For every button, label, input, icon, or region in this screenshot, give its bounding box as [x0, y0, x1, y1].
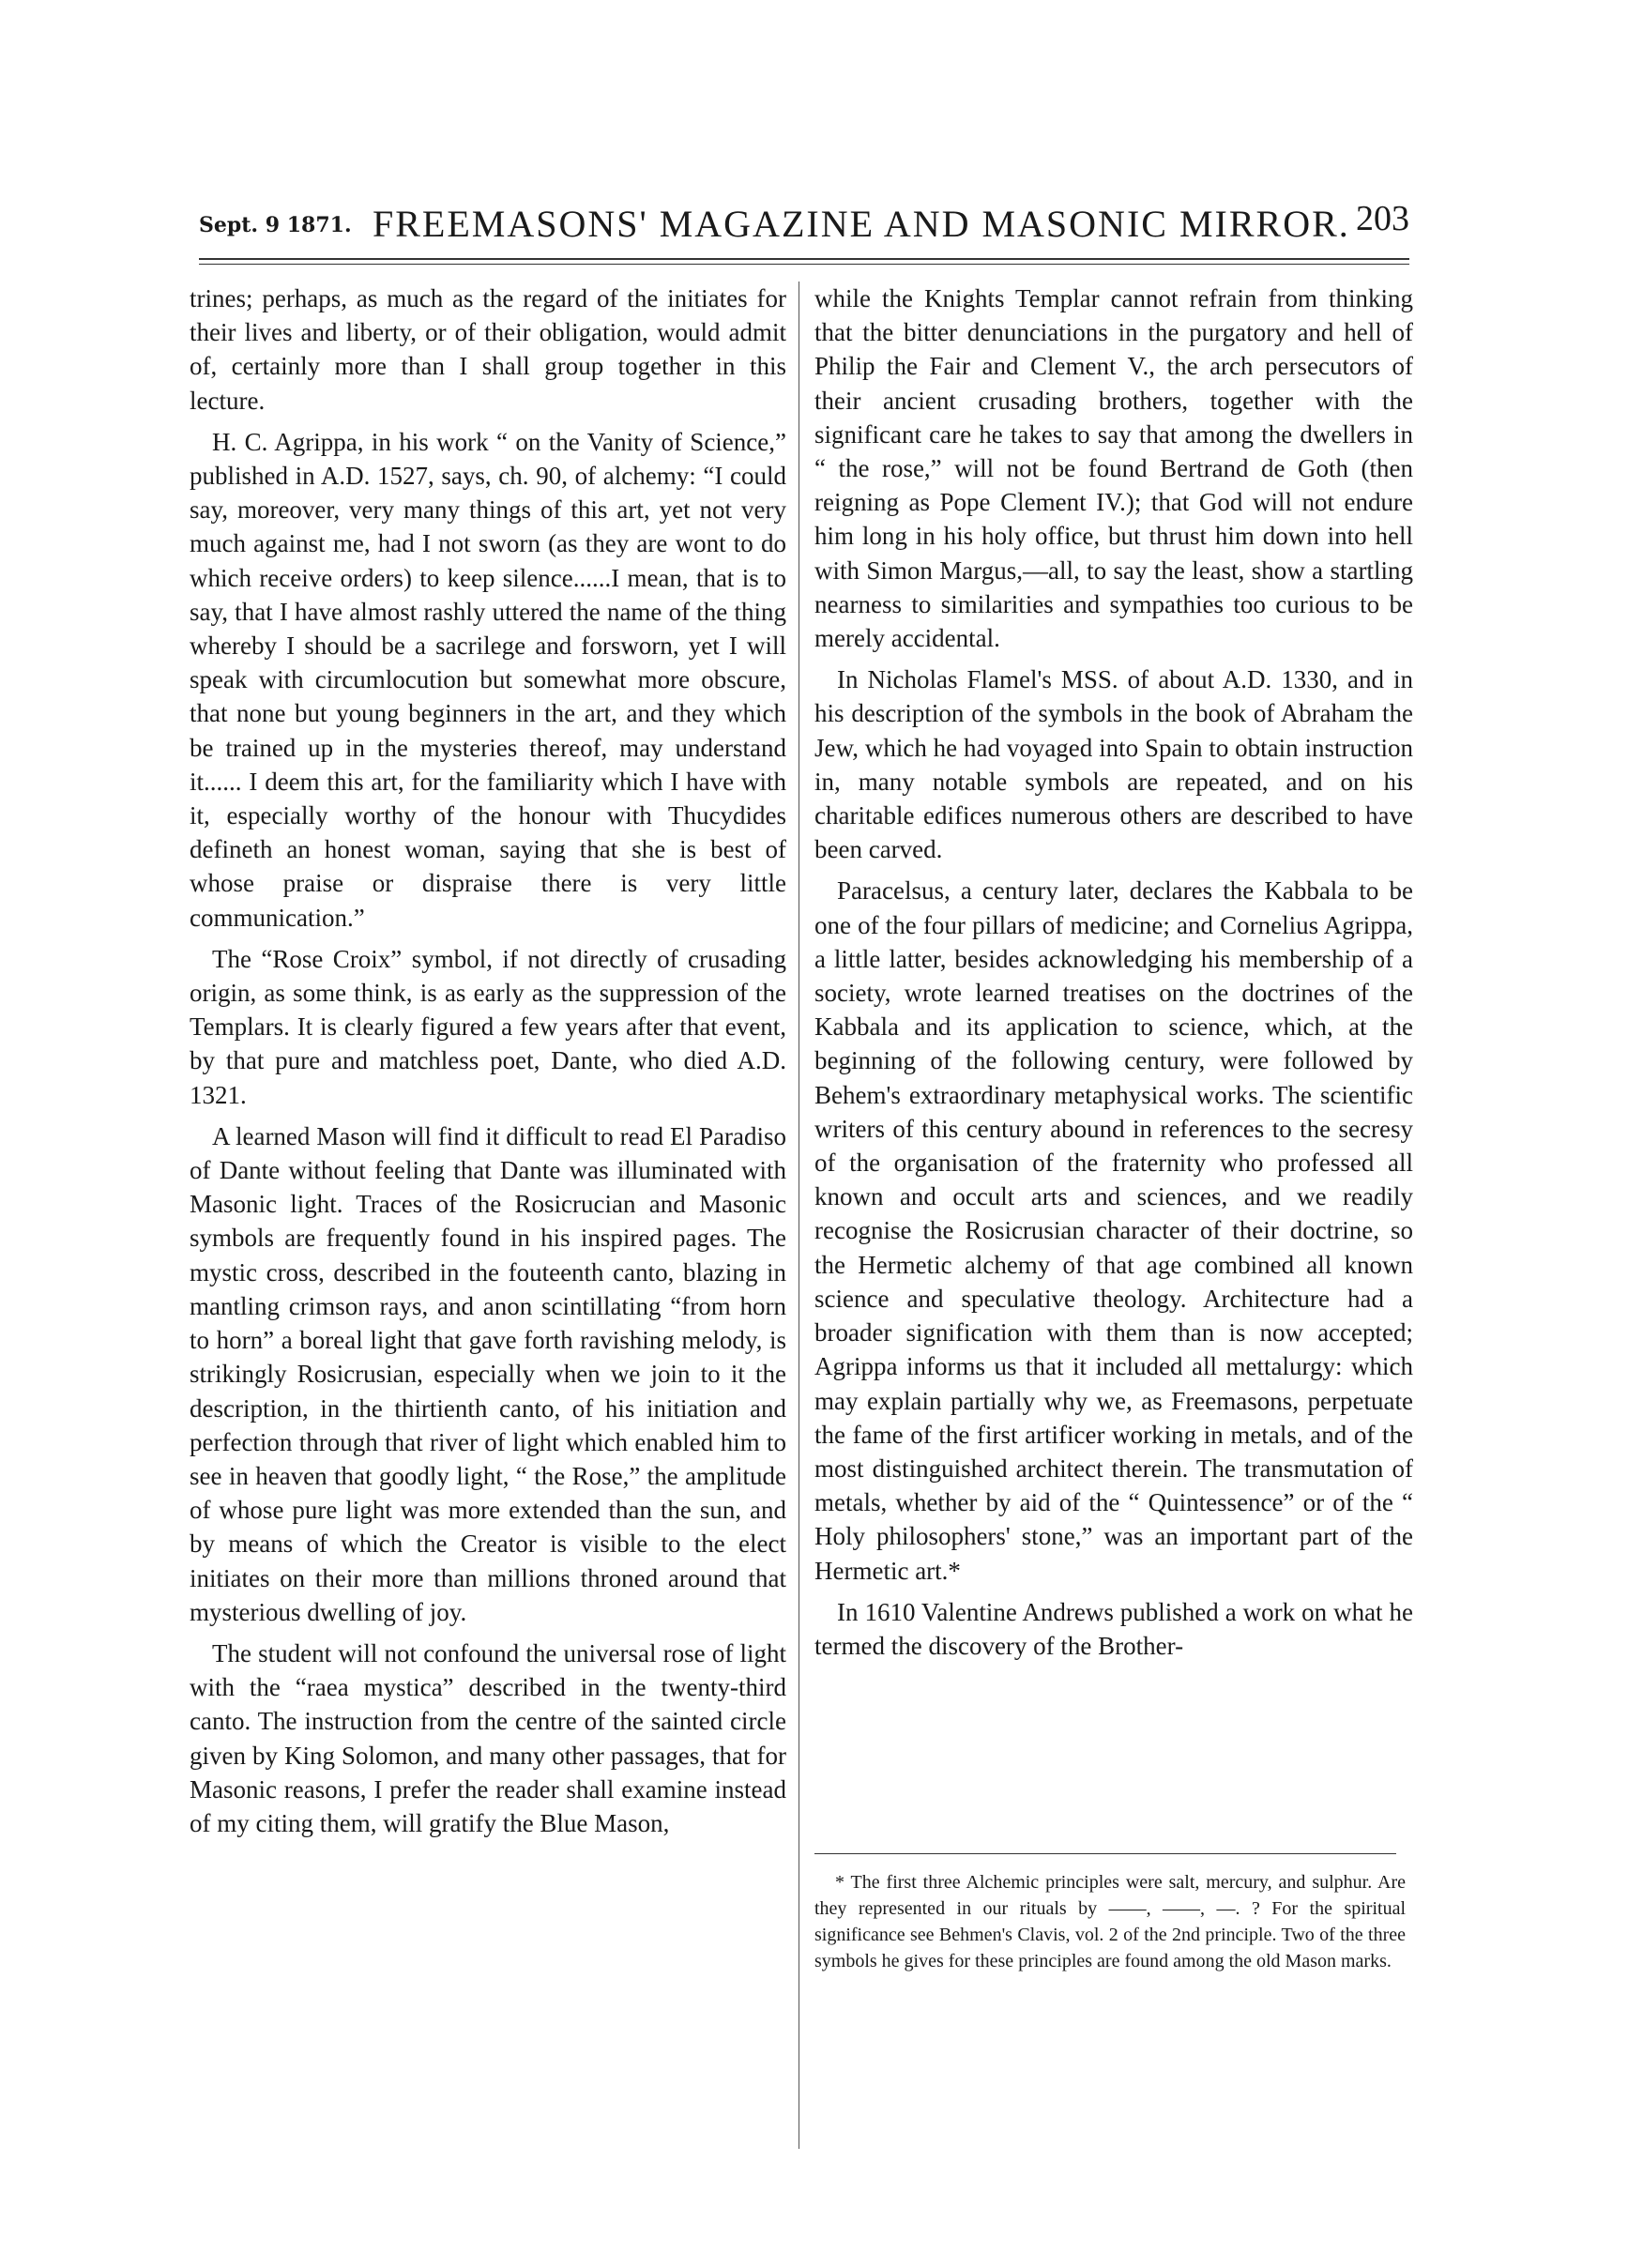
right-paragraph-4: In 1610 Valentine Andrews published a work on what he termed the discovery of the Brother- — [814, 1597, 1413, 1660]
right-paragraph-1: while the Knights Templar cannot refrain from thinking that the bitter denunciations in the purgatory and hell of Philip the Fair and Clement V., the arch persecutors of their ancient crusading brothers, together with the significant care he takes to say that among the dwellers in “ the rose,” will not be found Bertrand de Goth (then reigning as Pope Clement IV.); that God will not endure him long in his holy office, but thrust him down into hell with Simon Margus,—all, to say the least, show a startling nearness to similarities and sympathies too curious to be merely accidental. — [814, 284, 1413, 653]
footnote — [814, 1869, 1406, 1974]
page-header — [199, 192, 1409, 249]
right-column — [814, 282, 1413, 1663]
left-paragraph-1: trines; perhaps, as much as the regard of the initiates for their lives and liberty, or of their obligation, would admit of, certainly more than I shall group together in this lecture. — [190, 284, 786, 415]
left-paragraph-4: A learned Mason will find it difficult to read El Paradiso of Dante without feeling that Dante was illuminated with Masonic light. Traces of the Rosicrucian and Masonic symbols are frequently found in his inspired pages. The mystic cross, described in the fouteenth canto, blazing in mantling crimson rays, and anon scintillating “from horn to horn” a boreal light that gave forth ravishing melody, is strikingly Rosicrusian, especially when we join to it the description, in the thirtienth canto, of his initiation and perfection through that river of light which enabled him to see in heaven that goodly light, “ the Rose,” the amplitude of whose pure light was more extended than the sun, and by means of which the Creator is visible to the elect initiates on their more than millions throned around that mysterious dwelling of joy. — [190, 1121, 786, 1626]
header-rule-top — [199, 258, 1409, 260]
page-number: 203 — [1356, 199, 1409, 238]
footnote-text: * The first three Alchemic principles were salt, mercury, and sulphur. Are they represented in our rituals by ——, ——, —. ? For the spiritual significance see Behmen's Clavis, vol. 2 of the 2nd principle. Two of the three symbols he gives for these principles are found among the old Mason marks. — [814, 1872, 1406, 1971]
left-column — [190, 282, 786, 1840]
right-paragraph-3: Paracelsus, a century later, declares the Kabbala to be one of the four pillars of medicine; and Cornelius Agrippa, a little latter, besides acknowledging his membership of a society, wrote learned treatises on the doctrines of the Kabbala and its application to science, which, at the beginning of the following century, were followed by Behem's extraordinary metaphysical works. The scientific writers of this century abound in references to the secresy of the organisation of the fraternity who professed all known and occult arts and sciences, and we readily recognise the Rosicrusian character of their doctrine, so the Hermetic alchemy of that age combined all known science and speculative theology. Architecture had a broader signification with them than is now accepted; Agrippa informs us that it included all mettalurgy: which may explain partially why we, as Freemasons, perpetuate the fame of the first artificer working in metals, and of the most distinguished architect therein. The transmutation of metals, whether by aid of the “ Quintessence” or of the “ Holy philosophers' stone,” was an important part of the Hermetic art.* — [814, 876, 1413, 1585]
left-paragraph-2: H. C. Agrippa, in his work “ on the Vanity of Science,” published in A.D. 1527, says, ch. 90, of alchemy: “I could say, moreover, very many things of this art, yet not very much against me, had I not sworn (as they are wont to do which receive orders) to keep silence......I mean, that is to say, that I have almost rashly uttered the name of the thing whereby I should be a sacrilege and forsworn, yet I will speak with circumlocution but somewhat more obscure, that none but young beginners in the art, and they which be trained up in the mysteries thereof, may understand it...... I deem this art, for the familiarity which I have with it, especially worthy of the honour with Thucydides defineth an honest woman, saying that she is best of whose praise or dispraise there is very little communication.” — [190, 427, 786, 932]
right-paragraph-2: In Nicholas Flamel's MSS. of about A.D. 1330, and in his description of the symbols in the book of Abraham the Jew, which he had voyaged into Spain to obtain instruction in, many notable symbols are repeated, and on his charitable edifices numerous others are described to have been carved. — [814, 665, 1413, 864]
footnote-rule — [814, 1853, 1396, 1854]
left-paragraph-3: The “Rose Croix” symbol, if not directly of crusading origin, as some think, is as early as the suppression of the Templars. It is clearly figured a few years after that event, by that pure and matchless poet, Dante, who died A.D. 1321. — [190, 944, 786, 1109]
left-paragraph-5: The student will not confound the universal rose of light with the “raea mystica” described in the twenty-third canto. The instruction from the centre of the sainted circle given by King Solomon, and many other passages, that for Masonic reasons, I prefer the reader shall examine instead of my citing them, will gratify the Blue Mason, — [190, 1638, 786, 1837]
header-rule-bottom — [199, 264, 1409, 265]
issue-date: Sept. 9 1871. — [199, 213, 352, 237]
magazine-title: FREEMASONS' MAGAZINE AND MASONIC MIRROR. — [373, 203, 1350, 245]
